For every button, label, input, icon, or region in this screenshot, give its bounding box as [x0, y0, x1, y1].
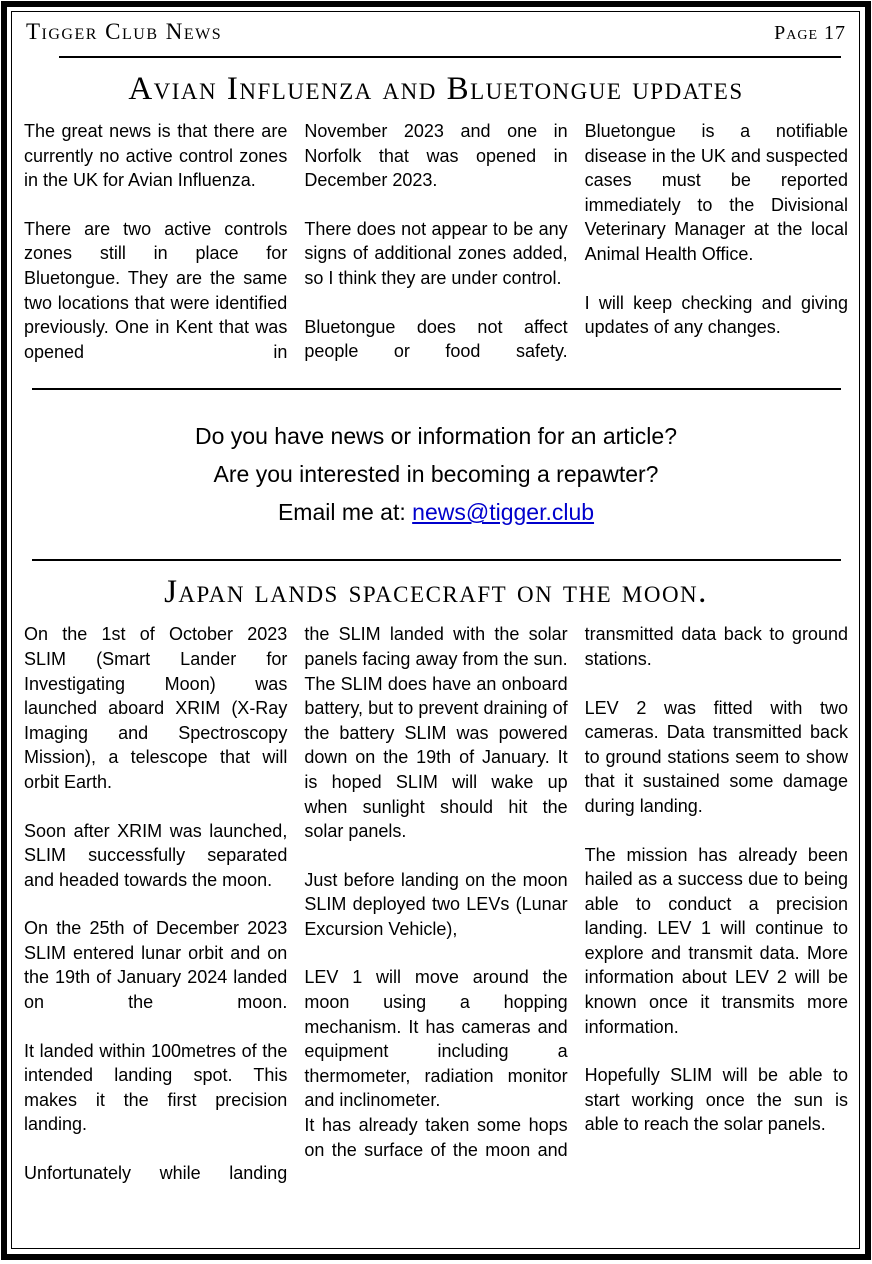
notice-line-3 [24, 493, 848, 531]
newsletter-page [24, 13, 848, 1186]
article-title: Japan lands spacecraft on the moon. [164, 574, 708, 611]
page-number: Page 17 [774, 22, 846, 44]
article-column-1 [24, 119, 287, 364]
article-paragraph: There does not appear to be any signs of additional zones added, so I think they are under control. [304, 218, 568, 288]
article-paragraph: transmitted data back to ground stations. [584, 624, 848, 669]
article-paragraph: LEV 1 will move around the moon using a hopping mechanism. It has cameras and equipment including a thermometer, radiation monitor and inclinometer. [304, 967, 568, 1111]
article-title: Avian Influenza and Bluetongue updates [128, 71, 744, 107]
email-link[interactable]: news@tigger.club [412, 499, 595, 526]
article-column-2 [304, 119, 567, 364]
notice-email-prefix: Email me at: [277, 499, 413, 526]
notice-line-1: Do you have news or information for an article? [195, 423, 677, 450]
article-paragraph: It has already taken some hops on the surface of the moon and [304, 1115, 568, 1160]
article-paragraph: The mission has already been hailed as a success due to being able to conduct a precision landing. LEV 1 will continue to explore and transmit data. More information about LEV 2 will be known once it transmits more information. [584, 844, 848, 1037]
article-paragraph: On the 25th of December 2023 SLIM entered lunar orbit and on the 19th of January 2024 landed on the moon. [24, 918, 288, 1013]
article-column-3 [585, 622, 848, 1185]
article-paragraph: November 2023 and one in Norfolk that was opened in December 2023. [304, 121, 568, 191]
article-japan-moon [24, 574, 848, 1185]
article-paragraph: LEV 2 was fitted with two cameras. Data transmitted back to ground stations seem to show that it sustained some damage during landing. [584, 697, 848, 816]
article-paragraph: There are two active controls zones still in place for Bluetongue. They are the same two locations that were identified previously. One in Kent that was opened in [24, 218, 288, 362]
article-paragraph: Bluetongue does not affect people or food safety. [304, 316, 568, 362]
contact-notice [24, 417, 848, 531]
article-paragraph: I will keep checking and giving updates of any changes. [584, 292, 848, 338]
article-columns [24, 622, 848, 1185]
newsletter-title: Tigger Club News [26, 19, 223, 44]
article-columns [24, 119, 848, 364]
article-column-1 [24, 622, 287, 1185]
article-paragraph: Soon after XRIM was launched, SLIM successfully separated and headed towards the moon. [24, 820, 288, 890]
header-divider [59, 56, 841, 58]
article-paragraph: It landed within 100metres of the intended landing spot. This makes it the first precision landing. [24, 1040, 288, 1135]
article-avian-influenza [24, 71, 848, 364]
article-paragraph: Unfortunately while landing [24, 1163, 288, 1184]
article-paragraph: Bluetongue is a notifiable disease in the UK and suspected cases must be reported immediately to the Divisional Veterinary Manager at the local Animal Health Office. [584, 121, 848, 264]
article-paragraph: Just before landing on the moon SLIM deployed two LEVs (Lunar Excursion Vehicle), [304, 869, 568, 939]
article-paragraph: Hopefully SLIM will be able to start working once the sun is able to reach the solar panels. [584, 1065, 848, 1135]
section-divider [32, 388, 841, 390]
article-column-3 [585, 119, 848, 364]
section-divider [32, 559, 841, 561]
notice-line-2: Are you interested in becoming a repawter? [213, 461, 659, 488]
article-paragraph: On the 1st of October 2023 SLIM (Smart Lander for Investigating Moon) was launched aboard XRIM (X-Ray Imaging and Spectroscopy Mission), a telescope that will orbit Earth. [24, 624, 288, 792]
article-paragraph: the SLIM landed with the solar panels facing away from the sun. The SLIM does have an onboard battery, but to prevent draining of the battery SLIM was powered down on the 19th of January. It is hoped SLIM will wake up when sunlight should hit the solar panels. [304, 624, 568, 842]
masthead [24, 13, 848, 45]
article-paragraph: The great news is that there are currently no active control zones in the UK for Avian Influenza. [24, 121, 288, 191]
article-column-2 [304, 622, 567, 1185]
